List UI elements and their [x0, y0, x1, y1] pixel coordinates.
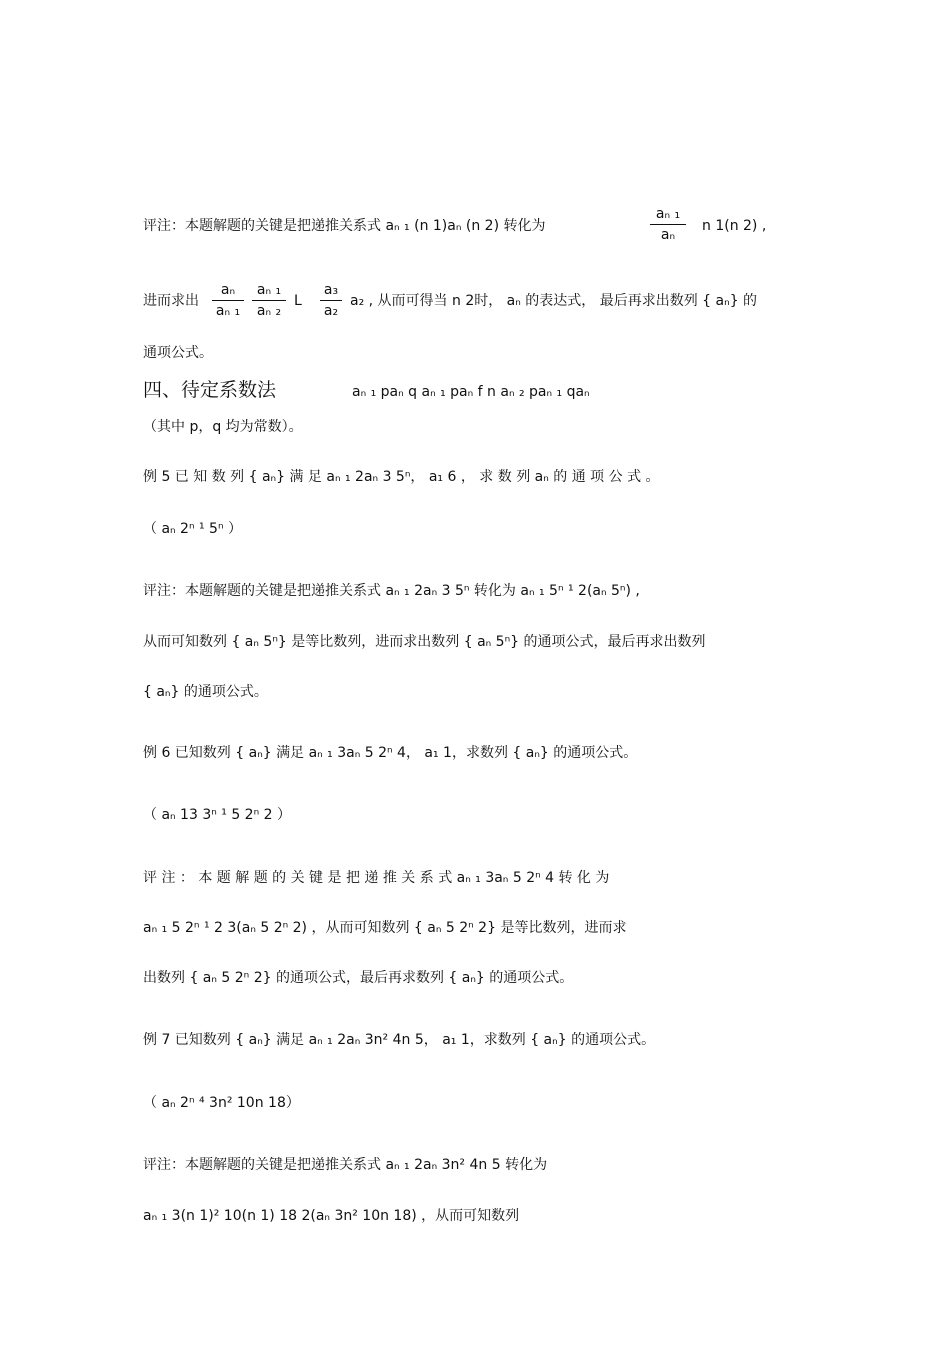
- fraction-denominator: aₙ: [660, 227, 676, 243]
- fraction-numerator: aₙ ₁: [256, 282, 282, 298]
- fraction-denominator: aₙ ₂: [256, 303, 282, 319]
- fraction-denominator: aₙ ₁: [215, 303, 241, 319]
- example-5-comment-1: 评注：本题解题的关键是把递推关系式 aₙ ₁ 2aₙ 3 5ⁿ 转化为 aₙ ₁ 5ⁿ ¹ 2(aₙ 5ⁿ) ,: [143, 583, 640, 599]
- fraction-denominator: a₂: [323, 303, 339, 319]
- fraction-bar: [212, 300, 244, 301]
- comment-line-2-head: 进而求出: [143, 293, 199, 309]
- example-7-comment-2: aₙ ₁ 3(n 1)² 10(n 1) 18 2(aₙ 3n² 10n 18) ，从而可知数列: [143, 1208, 520, 1224]
- fraction-numerator: aₙ: [220, 282, 236, 298]
- section-heading: 四、待定系数法: [143, 379, 277, 401]
- fraction-an1-over-an: [650, 206, 686, 243]
- comment-line-2-tail: a₂ , 从而可得当 n 2时， aₙ 的表达式， 最后再求出数列 { aₙ} 的: [350, 293, 758, 309]
- example-6-statement: 例 6 已知数列 { aₙ} 满足 aₙ ₁ 3aₙ 5 2ⁿ 4， a₁ 1，求数列 { aₙ} 的通项公式。: [143, 745, 638, 761]
- comment-line-3: 通项公式。: [143, 345, 213, 361]
- example-7-comment-1: 评注：本题解题的关键是把递推关系式 aₙ ₁ 2aₙ 3n² 4n 5 转化为: [143, 1157, 548, 1173]
- example-7-statement: 例 7 已知数列 { aₙ} 满足 aₙ ₁ 2aₙ 3n² 4n 5， a₁ 1，求数列 { aₙ} 的通项公式。: [143, 1032, 656, 1048]
- fraction-bar: [252, 300, 286, 301]
- fraction-numerator: a₃: [323, 282, 339, 298]
- fraction-numerator: aₙ ₁: [655, 206, 681, 222]
- example-5-statement: 例 5 已 知 数 列 { aₙ} 满 足 aₙ ₁ 2aₙ 3 5ⁿ， a₁ 6 ， 求 数 列 aₙ 的 通 项 公 式 。: [143, 469, 660, 485]
- example-6-comment-2: aₙ ₁ 5 2ⁿ ¹ 2 3(aₙ 5 2ⁿ 2) ，从而可知数列 { aₙ 5 2ⁿ 2} 是等比数列，进而求: [143, 920, 627, 936]
- fraction-bar: [320, 300, 342, 301]
- comment-line-1: 评注：本题解题的关键是把递推关系式 aₙ ₁ (n 1)aₙ (n 2) 转化为: [143, 218, 546, 234]
- fraction-a3-over-a2: [320, 282, 342, 319]
- example-5-comment-2: 从而可知数列 { aₙ 5ⁿ} 是等比数列，进而求出数列 { aₙ 5ⁿ} 的通项公式，最后再求出数列: [143, 634, 706, 650]
- example-5-comment-3: { aₙ} 的通项公式。: [143, 684, 268, 700]
- fraction-an-over-an1: [212, 282, 244, 319]
- example-6-answer: （ aₙ 13 3ⁿ ¹ 5 2ⁿ 2 ）: [143, 807, 291, 823]
- section-heading-formulas: aₙ ₁ paₙ q aₙ ₁ paₙ f n aₙ ₂ paₙ ₁ qaₙ: [352, 384, 590, 400]
- example-7-answer: （ aₙ 2ⁿ ⁴ 3n² 10n 18）: [143, 1095, 300, 1111]
- ellipsis-L: L: [294, 293, 302, 309]
- example-5-answer: （ aₙ 2ⁿ ¹ 5ⁿ ）: [143, 521, 242, 537]
- fraction-bar: [650, 224, 686, 225]
- example-6-comment-1: 评 注 ： 本 题 解 题 的 关 键 是 把 递 推 关 系 式 aₙ ₁ 3aₙ 5 2ⁿ 4 转 化 为: [143, 870, 610, 886]
- fraction-an1-over-an2: [252, 282, 286, 319]
- example-6-comment-3: 出数列 { aₙ 5 2ⁿ 2} 的通项公式，最后再求数列 { aₙ} 的通项公式。: [143, 970, 574, 986]
- section-note: （其中 p，q 均为常数）。: [143, 419, 303, 435]
- comment-line-1-tail: n 1(n 2) ,: [702, 218, 767, 234]
